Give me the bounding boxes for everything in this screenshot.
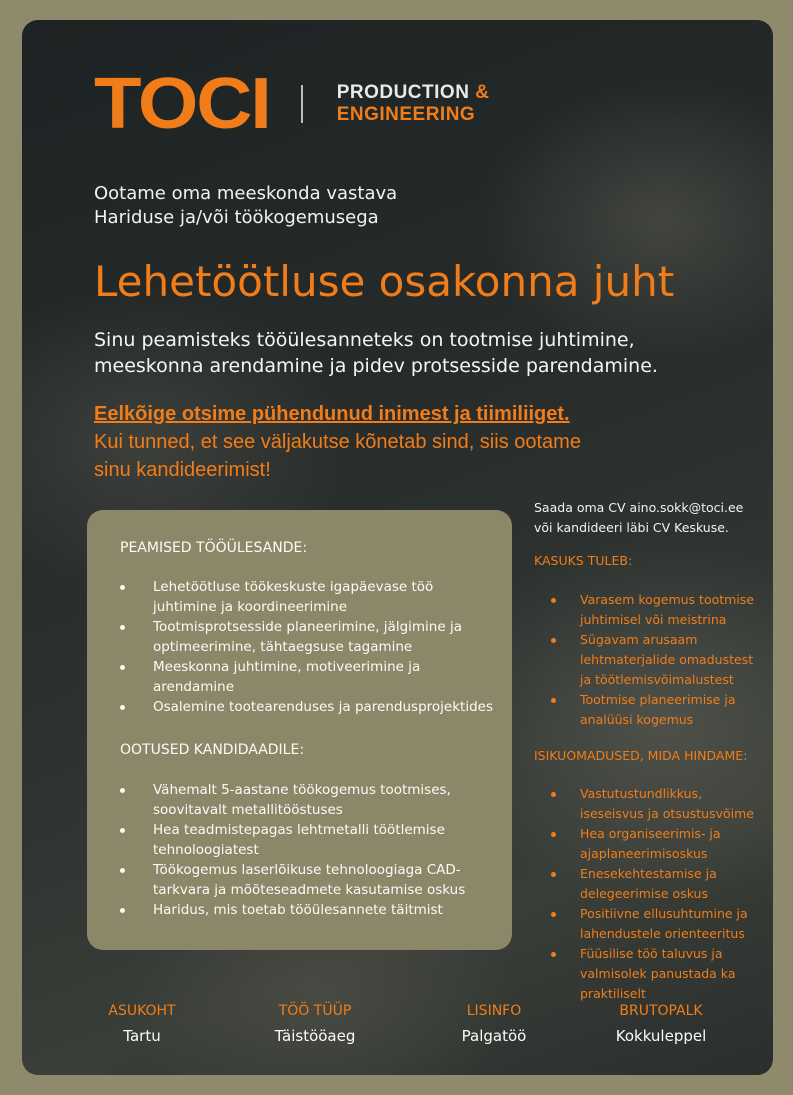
expectations-heading: OOTUSED KANDIDAADILE: xyxy=(120,742,305,758)
cta-headline: Eelkõige otsime pühendunud inimest ja tiimiliiget. xyxy=(94,403,570,425)
fact-value: Kokkuleppel xyxy=(615,1027,707,1045)
cta-line: Kui tunned, et see väljakutse kõnetab sind, siis ootame xyxy=(94,431,581,453)
expectations-list xyxy=(120,780,500,920)
lead-line: meeskonna arendamine ja pidev protsesside parendamine. xyxy=(94,355,658,377)
intro-text xyxy=(94,182,397,230)
qualities-heading: ISIKUOMADUSED, MIDA HINDAME: xyxy=(534,748,748,763)
bonus-list xyxy=(534,590,759,730)
intro-line: Ootame oma meeskonda vastava xyxy=(94,183,398,204)
fact-location xyxy=(72,1000,212,1047)
list-item: Vastutustundlikkus, iseseisvus ja otsustusvõime xyxy=(534,784,759,824)
fact-label: LISINFO xyxy=(466,1003,522,1019)
apply-instructions: Saada oma CV aino.sokk@toci.ee või kandideeri läbi CV Keskuse. xyxy=(534,500,744,535)
list-item: Positiivne ellusuhtumine ja lahendustele orienteeritus xyxy=(534,904,759,944)
tagline-production: PRODUCTION xyxy=(336,82,470,103)
tagline-ampersand: & xyxy=(475,82,490,103)
list-item: Füüsilise töö taluvus ja valmisolek panustada ka praktiliselt xyxy=(534,944,759,1004)
list-item: Hea teadmistepagas lehtmetalli töötlemise tehnoloogiatest xyxy=(120,820,500,860)
bonus-heading: KASUKS TULEB: xyxy=(534,553,633,568)
list-item: Meeskonna juhtimine, motiveerimine ja arendamine xyxy=(120,657,500,697)
fact-value: Tartu xyxy=(123,1027,161,1045)
fact-value: Palgatöö xyxy=(461,1027,527,1045)
list-item: Hea organiseerimis- ja ajaplaneerimisoskus xyxy=(534,824,759,864)
qualities-list xyxy=(534,784,759,1004)
fact-label: ASUKOHT xyxy=(108,1003,176,1019)
list-item: Enesekehtestamise ja delegeerimise oskus xyxy=(534,864,759,904)
job-title: Lehetöötluse osakonna juht xyxy=(94,257,675,306)
job-poster xyxy=(22,20,773,1075)
fact-job-type xyxy=(245,1000,385,1047)
list-item: Varasem kogemus tootmise juhtimisel või meistrina xyxy=(534,590,759,630)
intro-line: Hariduse ja/või töökogemusega xyxy=(94,207,379,228)
list-item: Tootmisprotsesside planeerimine, jälgimine ja optimeerimine, tähtaegsuse tagamine xyxy=(120,617,500,657)
cta-line: sinu kandideerimist! xyxy=(94,459,271,481)
list-item: Haridus, mis toetab tööülesannete täitmist xyxy=(120,900,500,920)
list-item: Tootmise planeerimise ja analüüsi kogemus xyxy=(534,690,759,730)
fact-salary xyxy=(591,1000,731,1047)
lead-line: Sinu peamisteks tööülesanneteks on tootmise juhtimine, xyxy=(94,329,635,351)
list-item: Sügavam arusaam lehtmaterjalide omadustest ja töötlemisvõimalustest xyxy=(534,630,759,690)
tasks-list xyxy=(120,577,500,717)
company-logo xyxy=(94,64,490,144)
fact-label: TÖÖ TÜÜP xyxy=(278,1003,352,1019)
list-item: Osalemine tootearenduses ja parendusprojektides xyxy=(120,697,500,717)
lead-text xyxy=(94,327,658,379)
tagline-engineering: ENGINEERING xyxy=(336,104,476,125)
list-item: Vähemalt 5-aastane töökogemus tootmises, soovitavalt metallitööstuses xyxy=(120,780,500,820)
side-column xyxy=(534,498,759,1004)
fact-label: BRUTOPALK xyxy=(619,1003,703,1019)
fact-extra-info xyxy=(424,1000,564,1047)
list-item: Lehetöötluse töökeskuste igapäevase töö juhtimine ja koordineerimine xyxy=(120,577,500,617)
requirements-box xyxy=(87,510,512,950)
tasks-heading: PEAMISED TÖÖÜLESANDE: xyxy=(120,540,308,556)
call-to-action xyxy=(94,400,581,484)
logo-tagline xyxy=(337,82,490,126)
logo-wordmark: TOCI xyxy=(94,64,270,144)
fact-value: Täistööaeg xyxy=(274,1027,356,1045)
logo-divider xyxy=(301,85,303,123)
list-item: Töökogemus laserlõikuse tehnoloogiaga CAD-tarkvara ja mõõteseadmete kasutamise oskus xyxy=(120,860,500,900)
